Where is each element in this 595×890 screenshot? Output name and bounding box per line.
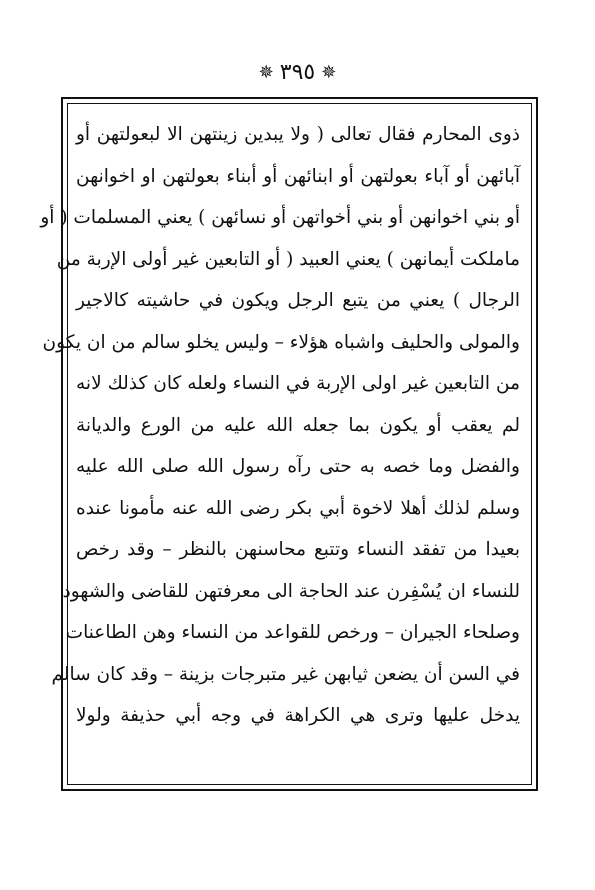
text-line: والفضل وما خصه به حتى رآه رسول الله صلى الله عليه (76, 456, 520, 477)
star-ornament-icon: ✵ (258, 62, 274, 83)
text-line: آبائهن أو آباء بعولتهن أو ابنائهن أو أبناء بعولتهن او اخوانهن (76, 165, 520, 187)
text-line: الرجال ) يعني من يتبع الرجل ويكون في حاشيته كالاجير (76, 290, 520, 311)
text-line: ذوى المحارم فقال تعالى ( ولا يبدين زينتهن الا لبعولتهن أو (76, 124, 520, 145)
text-line: يدخل عليها وترى هي الكراهة في وجه أبي حذيفة ولولا (76, 705, 520, 726)
body-text (40, 114, 520, 737)
text-line: أو بني اخوانهن أو بني أخواتهن أو نسائهن ) يعني المسلمات ( أو (40, 207, 520, 228)
star-ornament-icon: ✵ (321, 62, 337, 83)
page-number: ٣٩٥ (279, 60, 316, 85)
text-line: وصلحاء الجيران – ورخص للقواعد من النساء وهن الطاعنات (65, 622, 520, 643)
text-line: للنساء ان يُسْفِرن عند الحاجة الى معرفتهن للقاضى والشهود (62, 580, 520, 602)
text-line: ماملكت أيمانهن ) يعني العبيد ( أو التابعين غير أولى الإربة من (56, 248, 520, 270)
text-line: من التابعين غير اولى الإربة في النساء ولعله كان كذلك لانه (76, 373, 520, 394)
text-line: وسلم لذلك أهلا لاخوة أبي بكر رضى الله عنه مأمونا عنده (76, 497, 520, 519)
page-number-header (0, 58, 595, 88)
text-line: بعيدا من تفقد النساء وتتبع محاسنهن بالنظر – وقد رخص (76, 539, 520, 560)
text-line: لم يعقب أو يكون بما جعله الله عليه من الورع والديانة (76, 414, 520, 436)
text-line: والمولى والحليف واشباه هؤلاء – وليس يخلو سالم من ان يكون (42, 331, 520, 353)
text-line: في السن أن يضعن ثيابهن غير متبرجات بزينة – وقد كان سالم (51, 663, 520, 685)
